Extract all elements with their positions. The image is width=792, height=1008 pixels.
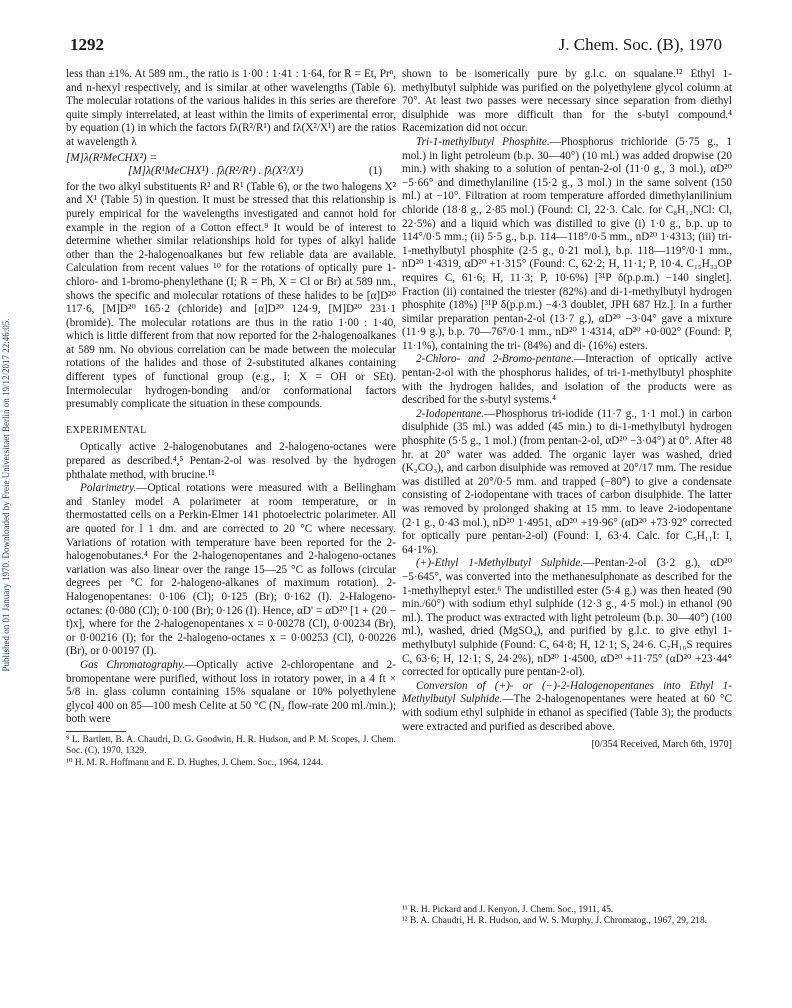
paragraph-heading: Tri-1-methylbutyl Phosphite. [416, 135, 550, 148]
paragraph-body: —Pentan-2-ol (3·2 g.), αD²⁰ −5·645°, was converted into the methanesulphonate as described for the 1-methylheptyl ester.⁶ The undistilled ester (5·4 g.) was then heated (90 min./60°) with sodium ethyl sulphide (12·3 g., 4·5 mol.) in ethanol (90 ml.). The product was extracted with light petroleum (b.p. 30—40°) (100 ml.), washed, dried (MgSO₄), and purified by g.l.c. to give ethyl 1-methylbutyl sulphide (Found: C, 64·8; H, 12·1; S, 24·6. C₇H₁₆S requires C, 63·6; H, 12·1; S, 24·2%), nD²⁰ 1·4500, αD²⁰ +11·75° (αD²⁰ +23·44° corrected for optically pure pentan-2-ol). [402, 557, 732, 679]
section-heading: EXPERIMENTAL [66, 424, 147, 436]
footnote: ¹⁰ H. M. R. Hoffmann and E. D. Hughes, J. Chem. Soc., 1964, 1244. [66, 757, 324, 768]
paragraph-body: —Optical rotations were measured with a Bellingham and Stanley model A polarimeter at room temperature, or in thermostatted cells on a Perkin-Elmer 141 photoelectric polarimeter. All are quoted for l 1 dm. and are corrected to 20 °C where necessary. Variations of rotation with temperature have been reported for the 2-halogenobutanes.⁴ For the 2-halogenopentanes and 2-halogeno-octanes variation was also linear over the range 15—25 °C as follows (circular degrees per °C for 2-halogeno-alkanes of maximum rotation). 2-Halogenopentanes: 0·106 (Cl); 0·125 (Br); 0·162 (I). 2-Halogeno-octanes: (0·080 (Cl); 0·100 (Br); 0·126 (I). Hence, αD' = αD²⁰ [1 + (20 − t)x], where for the 2-halogenopentanes x = 0·00278 (Cl), 0·00234 (Br), or 0·00216 (I); for the 2-halogeno-octanes x = 0·00253 (Cl), 0·00226 (Br), or 0·00197 (I). [66, 482, 396, 658]
paragraph [402, 408, 732, 558]
paragraph-body: —Phosphorus trichloride (5·75 g., 1 mol.) in light petroleum (b.p. 30—40°) (10 ml.) was added dropwise (20 min.) with shaking to a solution of pentan-2-ol (11·0 g., 3 mol.), αD²⁰ −5·66° and dimethylaniline (15·2 g., 3 mol.) in the same solvent (150 ml.) at −10°. Filtration at room temperature afforded dimethylanilinium chloride (18·8 g., 2·85 mol.) (Found: Cl, 22·3. Calc. for C₈H₁₂NCl: Cl, 22·5%) and a liquid which was distilled to give (i) 1·0 g., b.p. up to 114°/0·5 mm.; (ii) 5·5 g., b.p. 114—118°/0·5 mm., nD²⁰ 1·4313; (iii) tri-1-methylbutyl phosphite (2·5 g., 0·21 mol.), b.p. 118—119°/0·1 mm., nD²⁰ 1·4319, αD²⁰ +1·315° (Found: C, 62·2; H, 11·1; P, 10·4. C₁₅H₃₃OP requires C, 61·6; H, 11·3; P, 10·6%) [³¹P δ(p.p.m.) −140 singlet]. Fraction (ii) contained the triester (82%) and di-1-methylbutyl hydrogen phosphite (18%) [³¹P δ(p.p.m.) −4·3 doublet, JPH 687 Hz.]. In a further similar preparation pentan-2-ol (13·7 g.), αD²⁰ −3·04° gave a mixture (11·9 g.), b.p. 70—76°/0·1 mm., nD²⁰ 1·4314, αD²⁰ +0·002° (Found: P, 11·1%), containing the tri- (84%) and di- (16%) esters. [402, 135, 732, 352]
right-column [402, 68, 732, 752]
paragraph: less than ±1%. At 589 nm., the ratio is 1·00 : 1·41 : 1·64, for R = Et, Prⁿ, and n-hexyl respectively, and is similar at other wavelengths (Table 6). The molecular rotations of the various halides in this series are therefore quite simply interrelated, at least within the limits of experimental error, by equation (1) in which the factors fλ(R²/R¹) and fλ(X²/X¹) are the ratios at wavelength λ [66, 68, 396, 148]
paragraph [402, 557, 732, 679]
paragraph: shown to be isomerically pure by g.l.c. on squalane.¹² Ethyl 1-methylbutyl sulphide was purified on the polyethylene glycol column at 70°. At least two passes were necessary since separation from diethyl disulphide was more difficult than for the s-butyl compound.⁴ Racemization did not occur. [402, 68, 732, 135]
download-notice-text: Published on 01 January 1970. Downloaded by Freie Universitaet Berlin on 19/12/2017 22:46:05. [1, 318, 11, 672]
equation-line [66, 165, 396, 179]
received-date: [0/354 Received, March 6th, 1970] [591, 739, 732, 751]
paragraph-heading: Polarimetry. [80, 482, 137, 495]
equation-rhs: [M]λ(R¹MeCHX¹) . fλ(R²/R¹) . fλ(X²/X¹) [128, 165, 304, 178]
footnote: ⁹ L. Bartlett, B. A. Chaudri, D. G. Goodwin, H. R. Hudson, and P. M. Scopes, J. Chem. Soc. (C), 1970, 1329. [66, 734, 396, 757]
footnotes [66, 735, 396, 769]
paragraph [402, 136, 732, 354]
left-column [66, 68, 396, 769]
footnote-rule [66, 731, 126, 732]
equation-line: [M]λ(R²MeCHX²) = [66, 151, 157, 164]
paragraph-heading: (+)-Ethyl 1-Methylbutyl Sulphide. [416, 557, 584, 570]
paragraph [66, 482, 396, 659]
footnote: ¹¹ R. H. Pickard and J. Kenyon, J. Chem. Soc., 1911, 45. [402, 905, 614, 915]
paragraph [402, 353, 732, 407]
journal-title: J. Chem. Soc. (B), 1970 [558, 35, 722, 54]
paragraph: Optically active 2-halogenobutanes and 2-halogeno-octanes were prepared as described.⁴,⁵ Pentan-2-ol was resolved by the hydrogen phthalate method, with brucine.¹¹ [66, 441, 396, 481]
paragraph-heading: 2-Chloro- and 2-Bromo-pentane. [416, 353, 574, 366]
footnote: ¹² B. A. Chaudri, H. R. Hudson, and W. S. Murphy, J. Chromatog., 1967, 29, 218. [402, 916, 708, 927]
page-number: 1292 [70, 35, 104, 54]
paragraph: for the two alkyl substituents R² and R¹ (Table 6), or the two halogens X² and X¹ (Table 5) in question. It must be stressed that this relationship is purely empirical for the wavelengths investigated and cannot hold for example in the region of a Cotton effect.⁹ It would be of interest to determine whether similar relationships hold for types of alkyl halide other than the 2-halogenoalkanes but few reliable data are available. Calculation from recent values ¹⁰ for the rotations of optically pure 1-chloro- and 1-bromo-phenylethane (I; R = Ph, X = Cl or Br) at 589 nm., shows the specific and molecular rotations of these halides to be [α]D²⁰ 117·6, [M]D²⁰ 165·2 (chloride) and [α]D²⁰ 124·9, [M]D²⁰ 231·1 (bromide). The molecular rotations are thus in the ratio 1·00 : 1·40, which is little different from that now reported for the 2-halogenoalkanes at 589 nm. No obvious correlation can be made between the molecular rotations of the halides and those of 2-substituted alkanes containing different types of functional group (e.g., I; X = OH or SEt). Intermolecular hydrogen-bonding and/or conformational factors presumably complicate the situation in these compounds. [66, 180, 396, 411]
equation-number: (1) [368, 165, 382, 178]
paragraph [66, 659, 396, 727]
page-header [70, 35, 722, 63]
paragraph-body: —The 2-halogenopentanes were heated at 60 °C with sodium ethyl sulphide in ethanol as specified (Table 3); the products were extracted and purified as described above. [402, 693, 732, 733]
paragraph-heading: Conversion of (+)- or (−)-2-Halogenopentanes into Ethyl 1-Methylbutyl Sulphide. [402, 679, 732, 706]
paragraph-heading: 2-Iodopentane. [416, 407, 485, 420]
paragraph-body: —Phosphorus tri-iodide (11·7 g., 1·1 mol.) in carbon disulphide (35 ml.) was added (45 min.) to di-1-methylbutyl hydrogen phosphite (5·5 g., 1 mol.) (from pentan-2-ol, αD²⁰ −3·04°) at 0°. After 48 hr. at 20° water was added. The organic layer was washed, dried (K₂CO₃), and carbon disulphide was removed at 20°/17 mm. The residue was distilled at 20°/0·5 mm. and trapped (−80°) to give a condensate consisting of 2-iodopentane with traces of carbon disulphide. The latter was removed by prolonged shaking at 15 mm. to leave 2-iodopentane (2·1 g., 0·43 mol.), nD²⁰ 1·4951, αD²⁰ +19·96° (αD²⁰ +73·92° corrected for optically pure pentan-2-ol) (Found: I, 63·4. Calc. for C₅H₁₁I: I, 64·1%). [402, 407, 732, 556]
equation-1 [66, 152, 396, 179]
paragraph-heading: Gas Chromatography. [80, 658, 186, 671]
paragraph [402, 680, 732, 734]
paragraph-body: —Optically active 2-chloropentane and 2-bromopentane were purified, without loss in rotatory power, in a 4 ft × 5/8 in. glass column containing 15% squalane or 10% polyethylene glycol 400 on 85—100 mesh Celite at 50 °C (N₂ flow-rate 200 ml./min.); both were [66, 658, 396, 726]
right-footnotes [402, 905, 732, 928]
paragraph-body: —Interaction of optically active pentan-2-ol with the phosphorus halides, of tri-1-methylbutyl phosphite with the hydrogen halides, and isolation of the products were as described for the s-butyl systems.⁴ [402, 353, 732, 407]
